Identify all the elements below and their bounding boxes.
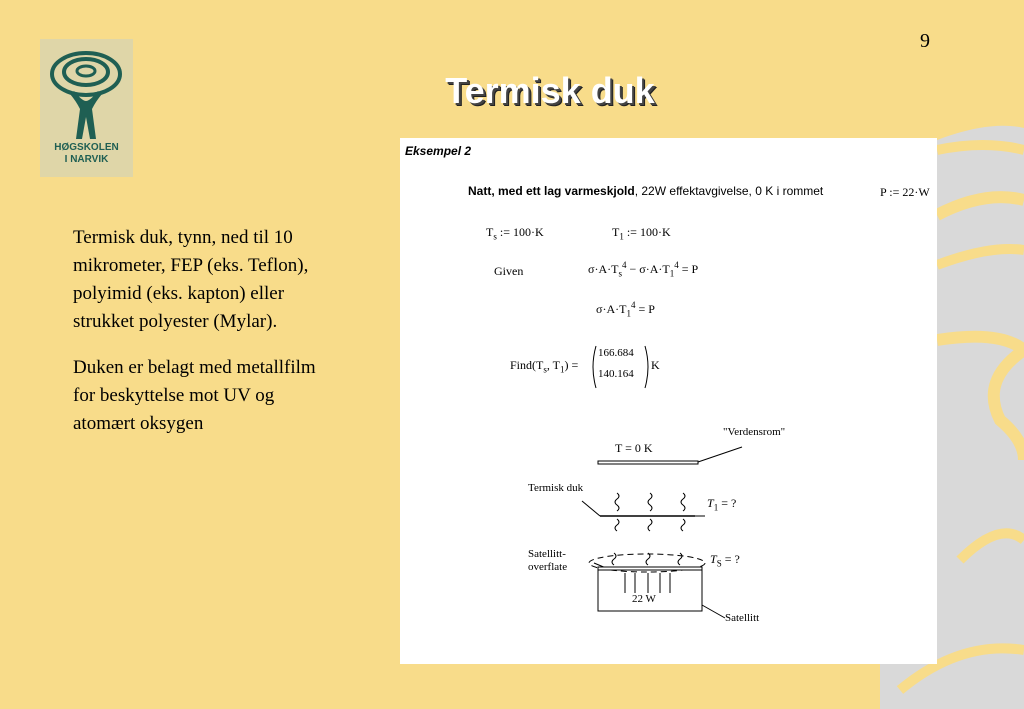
power-label: 22 W xyxy=(632,593,656,605)
body-paragraph-1: Termisk duk, tynn, ned til 10 mikrometer, FEP (eks. Teflon), polyimid (eks. kapton) eller strukket polyester (Mylar). xyxy=(73,227,309,332)
result-unit: K xyxy=(651,358,660,372)
equation-2: $\sigma\cdot A\cdot T_1^4 = P$ xyxy=(596,300,655,319)
find-expression: $Find(T_s$, $T_1$) = xyxy=(510,358,579,375)
logo-emblem-icon xyxy=(40,39,133,144)
t1-unknown: $T_1$ = ? xyxy=(707,496,737,513)
satellite-surface-label: Satellitt- overflate xyxy=(528,548,568,573)
blanket-label: Termisk duk xyxy=(528,482,584,494)
slide-title: Termisk duk xyxy=(445,70,655,111)
t1-definition: $T_1$ := 100·K xyxy=(612,225,671,242)
school-logo xyxy=(40,39,133,177)
equation-1: $\sigma\cdot A\cdot T_s^4 - \sigma\cdot A\cdot T_1^4 = P$ xyxy=(588,260,699,279)
given-label: Given xyxy=(494,264,524,278)
page-number: 9 xyxy=(920,30,930,52)
logo-text: HØGSKOLEN I NARVIK xyxy=(54,142,119,165)
thermal-blanket-diagram xyxy=(520,423,810,633)
result-t1: 140.164 xyxy=(598,368,634,380)
body-paragraph-2: Duken er belagt med metallfilm for beskyttelse mot UV og atomært oksygen xyxy=(73,357,316,434)
power-definition: P := 22·W xyxy=(880,185,930,199)
space-label: "Verdensrom" xyxy=(723,426,786,438)
example-panel xyxy=(400,138,937,664)
result-ts: 166.684 xyxy=(598,347,634,359)
ts-unknown: $T_S$ = ? xyxy=(710,552,740,569)
body-text xyxy=(73,224,328,456)
example-title: Eksempel 2 xyxy=(405,144,472,158)
ts-definition: $T_s$ := 100·K xyxy=(486,225,544,242)
example-heading: Natt, med ett lag varmeskjold, 22W effektavgivelse, 0 K i rommet xyxy=(468,184,824,198)
satellite-label: Satellitt xyxy=(725,612,760,624)
space-temperature: T = 0 K xyxy=(615,441,653,455)
